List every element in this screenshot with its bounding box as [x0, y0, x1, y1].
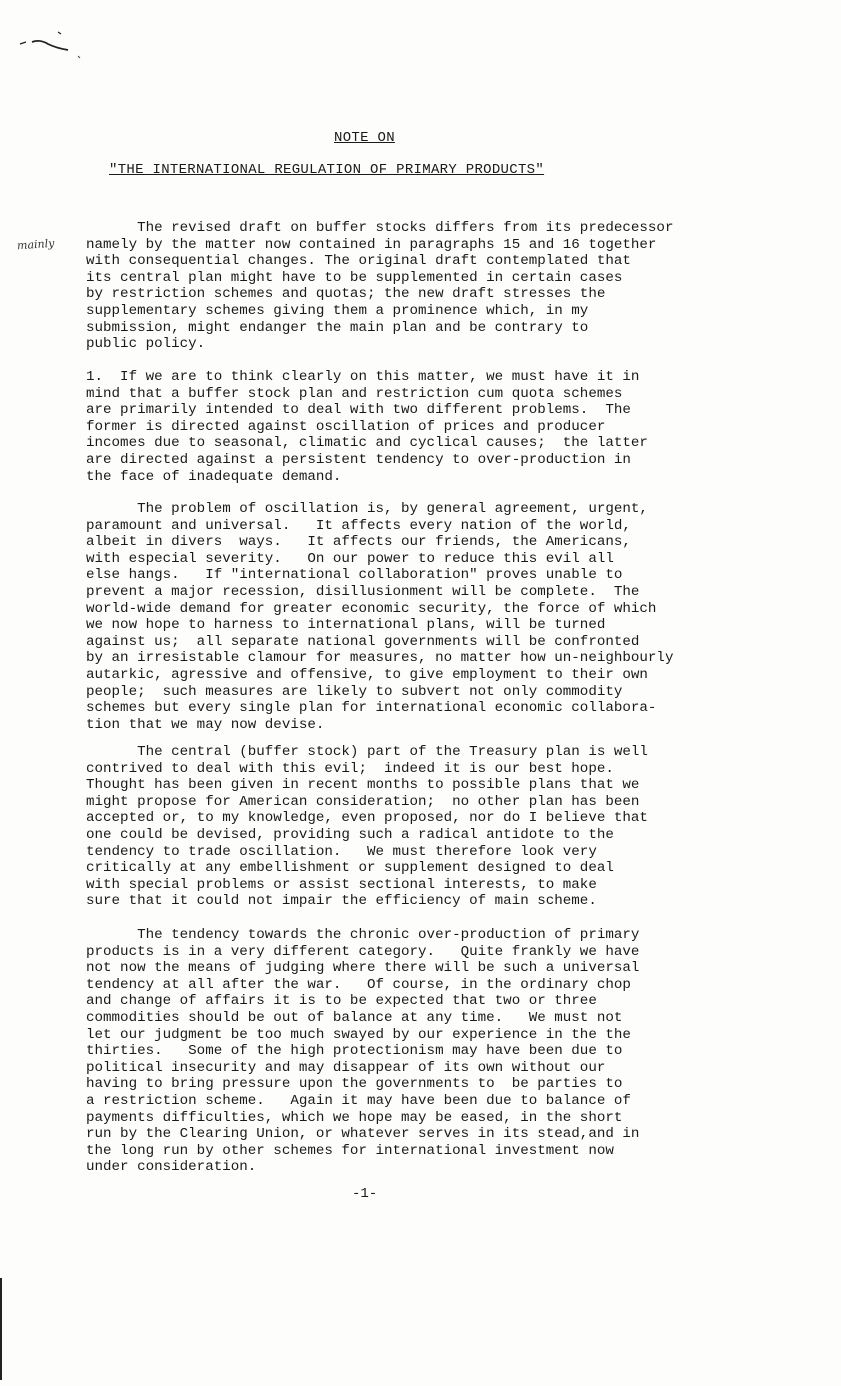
- text-line: The central (buffer stock) part of the Treasury plan is well: [86, 744, 648, 760]
- handwritten-margin-note: mainly: [16, 236, 55, 253]
- text-line: against us; all separate national governments will be confronted: [86, 633, 640, 650]
- text-line: and change of affairs it is to be expected that two or three: [86, 993, 597, 1010]
- text-line: Thought has been given in recent months to possible plans that we: [86, 777, 640, 794]
- text-line: mind that a buffer stock plan and restriction cum quota schemes: [86, 385, 623, 402]
- text-line: the face of inadequate demand.: [86, 468, 342, 485]
- text-line: having to bring pressure upon the governments to be parties to: [86, 1076, 623, 1093]
- text-line: public policy.: [86, 336, 206, 353]
- text-line: 1. If we are to think clearly on this matter, we must have it in: [86, 369, 640, 385]
- text-line: prevent a major recession, disillusionment will be complete. The: [86, 583, 640, 600]
- page-subtitle: "THE INTERNATIONAL REGULATION OF PRIMARY PRODUCTS": [109, 162, 545, 178]
- text-line: paramount and universal. It affects every nation of the world,: [86, 517, 631, 534]
- pen-mark-icon: [18, 30, 88, 66]
- text-line: schemes but every single plan for international economic collabora-: [86, 700, 657, 717]
- paragraph-intro: [86, 220, 776, 353]
- text-line: autarkic, agressive and offensive, to give employment to their own: [86, 666, 648, 683]
- text-line: by an irresistable clamour for measures, no matter how un-neighbourly: [86, 650, 674, 667]
- text-line: supplementary schemes giving them a prominence which, in my: [86, 302, 589, 319]
- text-line: tendency to trade oscillation. We must therefore look very: [86, 843, 597, 860]
- text-line: a restriction scheme. Again it may have been due to balance of: [86, 1092, 631, 1109]
- text-line: contrived to deal with this evil; indeed it is our best hope.: [86, 760, 614, 777]
- text-line: tion that we may now devise.: [86, 716, 325, 733]
- text-line: the long run by other schemes for international investment now: [86, 1142, 614, 1159]
- text-line: political insecurity and may disappear of its own without our: [86, 1059, 606, 1076]
- paragraph-buffer-stock: [86, 744, 776, 910]
- page-title: NOTE ON: [334, 130, 395, 146]
- text-line: former is directed against oscillation of prices and producer: [86, 418, 606, 435]
- text-line: with consequential changes. The original draft contemplated that: [86, 253, 631, 270]
- text-line: The problem of oscillation is, by general agreement, urgent,: [86, 501, 648, 517]
- text-line: with special problems or assist sectional interests, to make: [86, 876, 597, 893]
- text-line: submission, might endanger the main plan and be contrary to: [86, 319, 589, 336]
- text-line: under consideration.: [86, 1159, 257, 1176]
- text-line: else hangs. If "international collaboration" proves unable to: [86, 567, 623, 584]
- text-line: payments difficulties, which we hope may be eased, in the short: [86, 1109, 623, 1126]
- page-number: -1-: [352, 1186, 378, 1202]
- text-line: accepted or, to my knowledge, even proposed, nor do I believe that: [86, 810, 648, 827]
- text-line: one could be devised, providing such a radical antidote to the: [86, 826, 614, 843]
- text-line: The revised draft on buffer stocks differs from its predecessor: [86, 220, 674, 236]
- text-line: are primarily intended to deal with two different problems. The: [86, 402, 631, 419]
- text-line: products is in a very different category. Quite frankly we have: [86, 943, 640, 960]
- text-line: are directed against a persistent tendency to over-production in: [86, 451, 631, 468]
- text-line: commodities should be out of balance at any time. We must not: [86, 1009, 623, 1026]
- text-line: by restriction schemes and quotas; the new draft stresses the: [86, 286, 606, 303]
- text-line: we now hope to harness to international plans, will be turned: [86, 617, 606, 634]
- text-line: tendency at all after the war. Of course, in the ordinary chop: [86, 976, 631, 993]
- text-line: sure that it could not impair the efficiency of main scheme.: [86, 893, 597, 910]
- text-line: albeit in divers ways. It affects our friends, the Americans,: [86, 534, 631, 551]
- text-line: people; such measures are likely to subvert not only commodity: [86, 683, 623, 700]
- text-line: namely by the matter now contained in paragraphs 15 and 16 together: [86, 236, 657, 253]
- text-line: not now the means of judging where there will be such a universal: [86, 960, 640, 977]
- text-line: run by the Clearing Union, or whatever serves in its stead,and in: [86, 1126, 640, 1143]
- paragraph-overproduction: [86, 927, 776, 1176]
- text-line: thirties. Some of the high protectionism may have been due to: [86, 1043, 623, 1060]
- text-line: world-wide demand for greater economic security, the force of which: [86, 600, 657, 617]
- paragraph-1: [86, 369, 776, 485]
- text-line: with especial severity. On our power to reduce this evil all: [86, 550, 614, 567]
- text-line: critically at any embellishment or supplement designed to deal: [86, 860, 614, 877]
- scan-edge-mark: [0, 1278, 2, 1380]
- text-line: incomes due to seasonal, climatic and cyclical causes; the latter: [86, 435, 648, 452]
- text-line: might propose for American consideration; no other plan has been: [86, 793, 640, 810]
- text-line: The tendency towards the chronic over-production of primary: [86, 927, 640, 943]
- paragraph-oscillation: [86, 501, 776, 733]
- text-line: let our judgment be too much swayed by our experience in the the: [86, 1026, 631, 1043]
- text-line: its central plan might have to be supplemented in certain cases: [86, 269, 623, 286]
